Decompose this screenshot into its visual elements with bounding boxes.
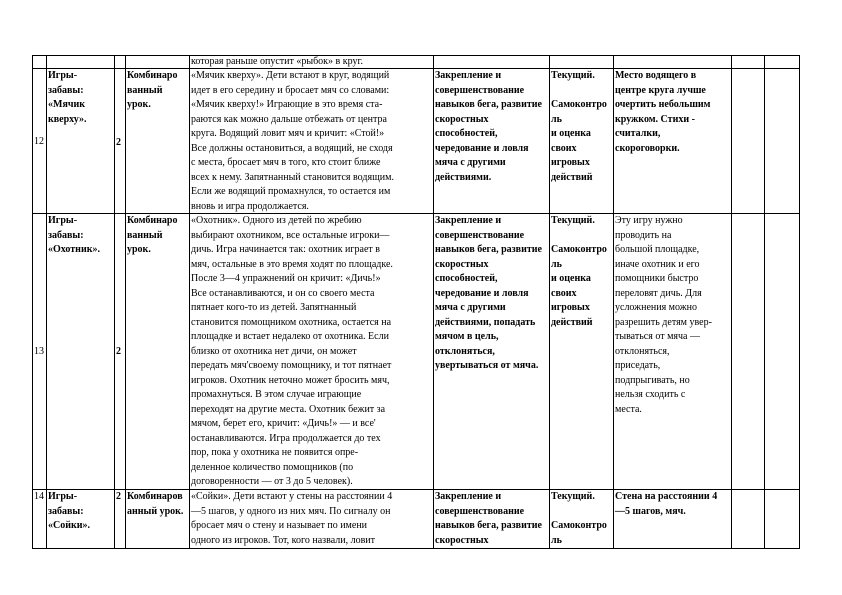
col-border-9 [764,55,765,549]
goals-cell: Закрепление и совершенствование навыков бега, развитие скоростных [435,491,542,546]
rule-row-top [32,55,799,56]
row-number: 14 [34,491,44,502]
lesson-type-cell: Комбинаров анный урок. [127,491,184,517]
notes-cell: Место водящего в центре круга лучше очертить небольшим кружком. Стихи - считалки, скороговорки. [615,70,711,154]
control-cell: Текущий. Самоконтро ль и оценка своих игровых действий [551,215,607,328]
goals-cell: Закрепление и совершенствование навыков бега, развитие скоростных способностей, чередование и ловля мяча с другими действиями. [435,70,542,183]
game-name-cell: Игры- забавы: «Мячик кверху». [48,70,87,125]
rule-row-14-bottom [32,548,799,549]
col-border-5 [433,55,434,549]
row-number: 12 [34,136,44,147]
notes-cell: Эту игру нужно проводить на большой площадке, иначе охотник и его помощники быстро переловят дичь. Для усложнения можно разрешить детям увер- тываться от мяча — отклоняться, приседать, подпрыгивать, но нельзя сходить с места. [615,215,712,415]
control-cell: Текущий. Самоконтро ль и оценка своих игровых действий [551,70,607,183]
hours-cell: 2 [116,346,121,357]
lesson-type-cell: Комбинаро ванный урок. [127,215,178,255]
lesson-type-cell: Комбинаро ванный урок. [127,70,178,110]
col-border-10 [799,55,800,549]
game-description-cell: «Охотник». Одного из детей по жребию выбирают охотником, все остальные игроки— дичь. Игра начинается так: охотник играет в мяч, остальные в это время ходят по площадке. После 3—4 упражнений он кричит: «Дичь!» Все останавливаются, и он со своего места пятнает кого-то из детей. Запятнанный становится помощником охотника, остается на площадке и встает недалеко от охотника. Если близко от охотника нет дичи, он может передать мяч'своему помощнику, и тот пятнает игроков. Охотник неточно может бросить мяч, промахнуться. В этом случае играющие переходят на другие места. Охотник бежит за мячом, берет его, кричит: «Дичь!» — и все' останавливаются. Игра продолжается до тех пор, пока у охотника не появится опре- деленное количество помощников (по договоренности — от 3 до 5 человек). [191,215,393,487]
game-name-cell: Игры- забавы: «Сойки». [48,491,91,531]
col-border-1 [46,55,47,549]
row-number: 13 [34,346,44,357]
game-name-cell: Игры- забавы: «Охотник». [48,215,100,255]
col-border-8 [731,55,732,549]
hours-cell: 2 [116,491,121,502]
game-description-cell: «Мячик кверху». Дети встают в круг, водящий идет в его середину и бросает мяч со словами: «Мячик кверху!» Играющие в это время ста- раются как можно дальше отбежать от центра круга. Водящий ловит мяч и кричит: «Стой!» Все должны остановиться, а водящий, не сходя с места, бросает мяч в того, кто стоит ближе всех к нему. Запятнанный становится водящим. Если же водящий промахнулся, то остается им вновь и игра продолжается. [191,70,394,212]
col-border-6 [549,55,550,549]
game-description-cell: «Сойки». Дети встают у стены на расстоянии 4 —5 шагов, у одного из них мяч. По сигналу он бросает мяч о стену и называет по имени одного из игроков. Тот, кого назвали, ловит [191,491,393,546]
control-cell: Текущий. Самоконтро ль [551,491,607,546]
col-border-4 [189,55,190,549]
notes-cell: Стена на расстоянии 4 —5 шагов, мяч. [615,491,718,517]
hours-cell: 2 [116,137,121,148]
top-row-text: которая раньше опустит «рыбок» в круг. [191,56,363,67]
col-border-3 [125,55,126,549]
col-border-2 [114,55,115,549]
goals-cell: Закрепление и совершенствование навыков бега, развитие скоростных способностей, чередование и ловля мяча с другими действиями, попадать мячом в цель, отклоняться, увертываться от мяча. [435,215,542,371]
col-border-7 [613,55,614,549]
col-border-0 [32,55,33,549]
